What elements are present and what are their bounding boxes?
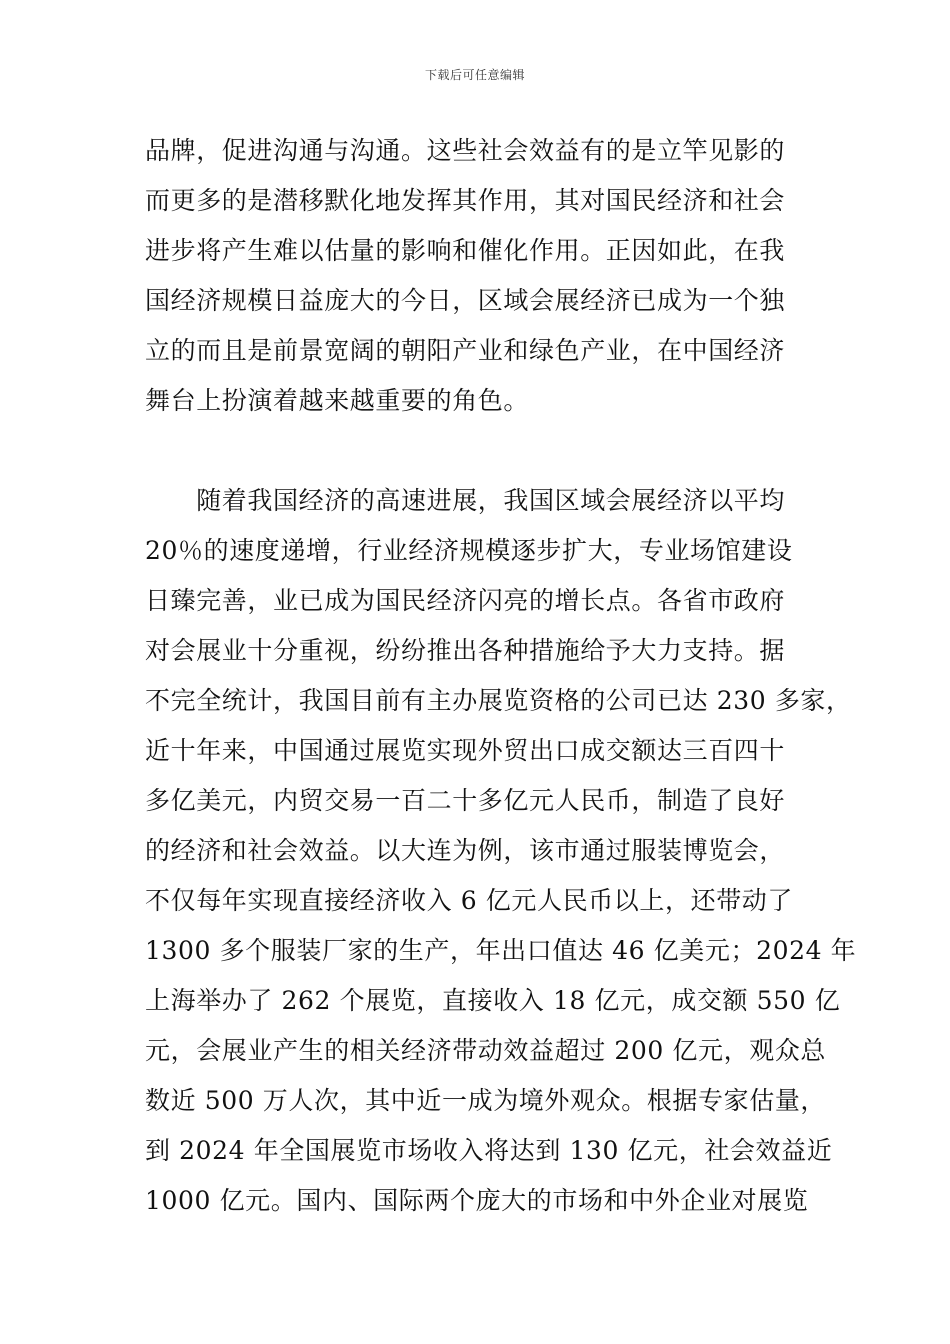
text-line: 不完全统计，我国目前有主办展览资格的公司已达 230 多家， (145, 686, 852, 715)
page-header: 下载后可任意编辑 (424, 68, 525, 82)
text-line: 元，会展业产生的相关经济带动效益超过 200 亿元，观众总 (145, 1036, 827, 1065)
text-line: 1000 亿元。国内、国际两个庞大的市场和中外企业对展览 (145, 1186, 809, 1215)
text-line: 近十年来，中国通过展览实现外贸出口成交额达三百四十 (145, 736, 786, 765)
text-line: 上海举办了 262 个展览，直接收入 18 亿元，成交额 550 亿 (145, 986, 841, 1015)
text-line: 而更多的是潜移默化地发挥其作用，其对国民经济和社会 (145, 186, 786, 215)
text-line: 对会展业十分重视，纷纷推出各种措施给予大力支持。据 (145, 636, 786, 665)
text-line: 随着我国经济的高速进展，我国区域会展经济以平均 (145, 486, 786, 515)
text-line: 日臻完善，业已成为国民经济闪亮的增长点。各省市政府 (145, 586, 786, 615)
text-line: 数近 500 万人次，其中近一成为境外观众。根据专家估量， (145, 1086, 827, 1115)
text-line: 立的而且是前景宽阔的朝阳产业和绿色产业，在中国经济 (145, 336, 786, 365)
text-line: 多亿美元，内贸交易一百二十多亿元人民币，制造了良好 (145, 786, 786, 815)
text-line: 品牌，促进沟通与沟通。这些社会效益有的是立竿见影的 (145, 136, 786, 165)
paragraph-2 (145, 476, 857, 1226)
paragraph-1 (145, 126, 825, 426)
text-line: 国经济规模日益庞大的今日，区域会展经济已成为一个独 (145, 286, 786, 315)
text-line: 进步将产生难以估量的影响和催化作用。正因如此，在我 (145, 236, 786, 265)
text-line: 20％的速度递增，行业经济规模逐步扩大，专业场馆建设 (145, 536, 793, 565)
text-line: 不仅每年实现直接经济收入 6 亿元人民币以上，还带动了 (145, 886, 794, 915)
text-line: 1300 多个服装厂家的生产，年出口值达 46 亿美元；2024 年 (145, 936, 857, 965)
text-line: 的经济和社会效益。以大连为例，该市通过服装博览会， (145, 836, 786, 865)
text-line: 到 2024 年全国展览市场收入将达到 130 亿元，社会效益近 (145, 1136, 833, 1165)
text-line: 舞台上扮演着越来越重要的角色。 (145, 386, 530, 415)
